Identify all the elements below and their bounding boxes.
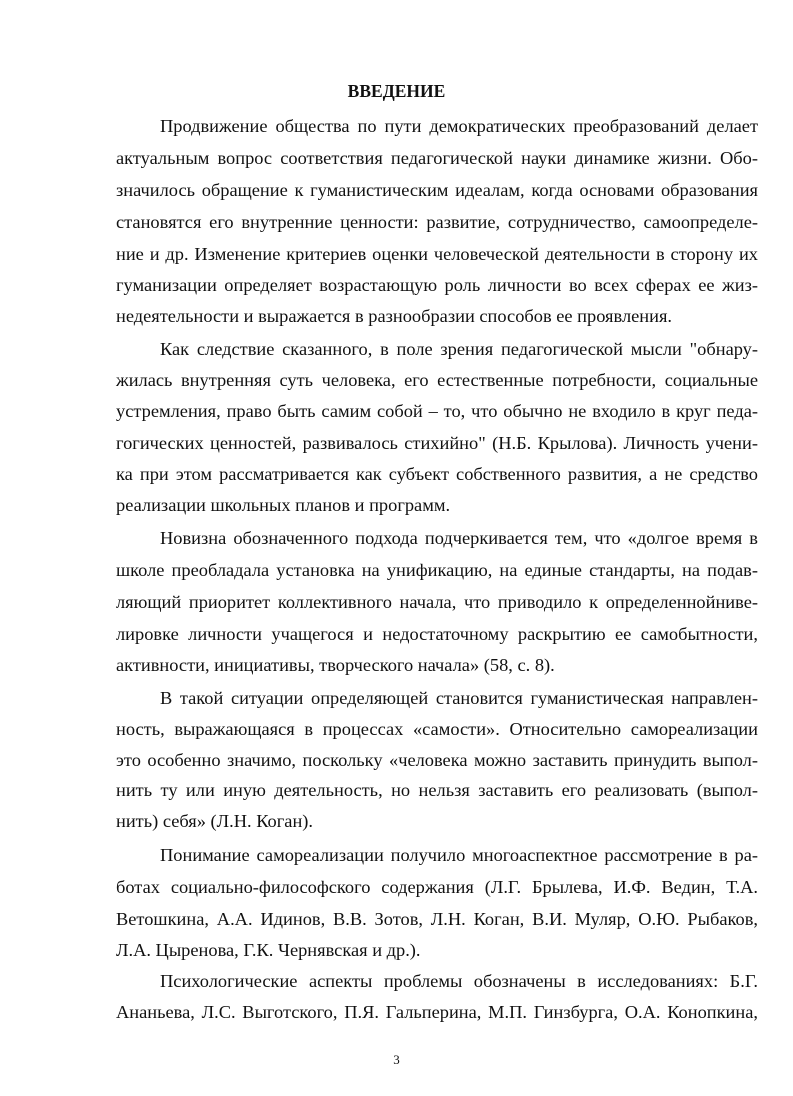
text-line: Л.А. Цыренова, Г.К. Чернявская и др.).	[116, 940, 421, 960]
text-line: Ветошкина, А.А. Идинов, В.В. Зотов, Л.Н. Коган, В.И. Муляр, О.Ю. Рыбаков,	[116, 909, 758, 929]
text-line: активности, инициативы, творческого начала» (58, с. 8).	[116, 655, 555, 675]
text-line: Психологические аспекты проблемы обозначены в исследованиях: Б.Г.	[160, 971, 758, 991]
text-line: Понимание самореализации получило многоаспектное рассмотрение в ра-	[160, 845, 758, 865]
text-line: нить) себя» (Л.Н. Коган).	[116, 811, 314, 831]
text-line: нить ту или иную деятельность, но нельзя заставить его реализовать (выпол-	[116, 780, 758, 800]
text-line: Как следствие сказанного, в поле зрения педагогической мысли "обнару-	[160, 339, 758, 359]
text-line: Продвижение общества по пути демократических преобразований делает	[160, 116, 758, 136]
text-line: Ананьева, Л.С. Выготского, П.Я. Гальперина, М.П. Гинзбурга, О.А. Конопкина,	[116, 1002, 758, 1022]
text-line: устремления, право быть самим собой – то, что обычно не входило в круг педа-	[116, 401, 758, 421]
text-line: реализации школьных планов и программ.	[116, 495, 451, 515]
text-line: школе преобладала установка на унификацию, на единые стандарты, на подав-	[116, 560, 758, 580]
text-line: ность, выражающаяся в процессах «самости». Относительно самореализации	[116, 719, 758, 739]
text-line: лировке личности учащегося и недостаточному раскрытию ее самобытности,	[116, 624, 758, 644]
text-line: ка при этом рассматривается как субъект собственного развития, а не средство	[116, 464, 758, 484]
text-line: гуманизации определяет возрастающую роль личности во всех сферах ее жиз-	[116, 275, 758, 295]
text-line: В такой ситуации определяющей становится гуманистическая направлен-	[160, 688, 758, 708]
text-line: ботах социально-философского содержания (Л.Г. Брылева, И.Ф. Ведин, Т.А.	[116, 877, 758, 897]
page-number: 3	[393, 1052, 400, 1067]
text-line: это особенно значимо, поскольку «человека можно заставить принудить выпол-	[116, 750, 758, 770]
text-line: недеятельности и выражается в разнообразии способов ее проявления.	[116, 306, 673, 326]
text-line: актуальным вопрос соответствия педагогической науки динамике жизни. Обо-	[116, 148, 758, 168]
text-line: становятся его внутренние ценности: развитие, сотрудничество, самоопределе-	[116, 212, 758, 232]
text-line: ляющий приоритет коллективного начала, что приводило к определеннойниве-	[116, 592, 758, 612]
page-title: ВВЕДЕНИЕ	[347, 81, 446, 101]
text-line: значилось обращение к гуманистическим идеалам, когда основами образования	[116, 180, 758, 200]
text-line: ние и др. Изменение критериев оценки человеческой деятельности в сторону их	[116, 244, 758, 264]
text-line: Новизна обозначенного подхода подчеркивается тем, что «долгое время в	[160, 528, 758, 548]
text-line: гогических ценностей, развивалось стихийно" (Н.Б. Крылова). Личность учени-	[116, 433, 758, 453]
text-line: жилась внутренняя суть человека, его естественные потребности, социальные	[116, 370, 758, 390]
